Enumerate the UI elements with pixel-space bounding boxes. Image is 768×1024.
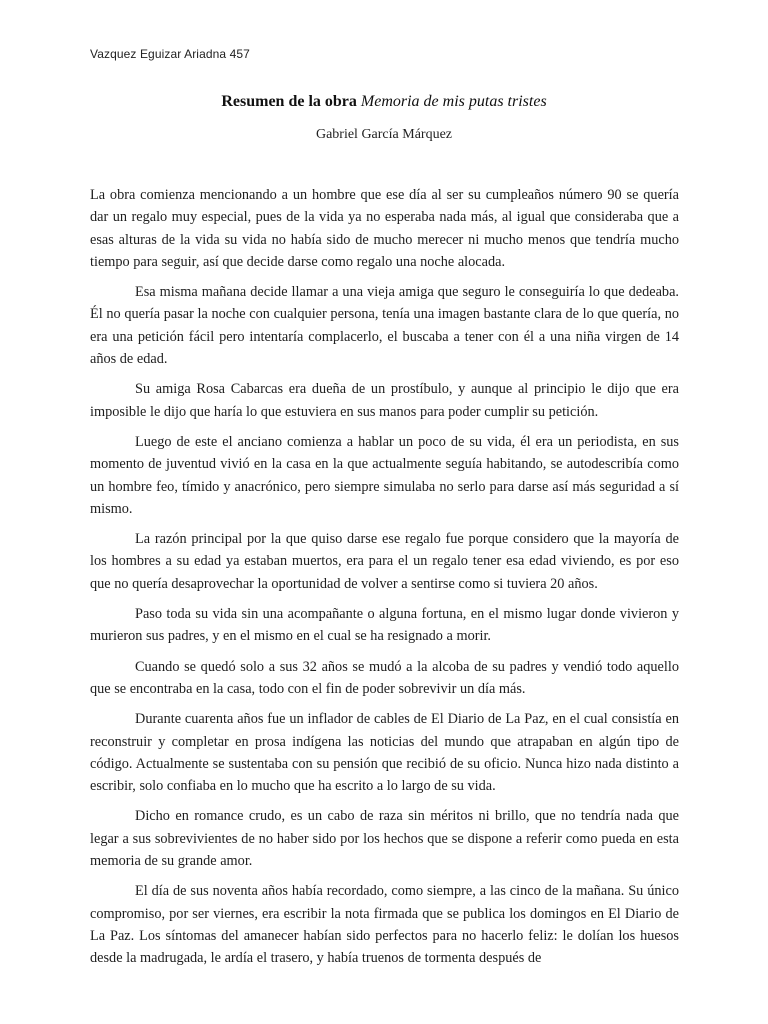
paragraph-6: Paso toda su vida sin una acompañante o alguna fortuna, en el mismo lugar donde vivieron y murieron sus padres, y en el mismo en el cual se ha resignado a morir. [90,606,679,645]
summary-body [90,184,679,978]
book-title: Memoria de mis putas tristes [360,93,547,110]
paragraph-9: Dicho en romance crudo, es un cabo de raza sin méritos ni brillo, que no tendría nada que legar a sus sobrevivientes de no haber sido por los hechos que se dispone a referir como pueda en esta memoria de su grande amor. [90,808,679,870]
paragraph-5: La razón principal por la que quiso darse ese regalo fue porque considero que la mayoría de los hombres a su edad ya estaban muertos, era para el un regalo tener esa edad viviendo, es por eso que no quería desaprovechar la oportunidad de volver a sentirse como si tuviera 20 años. [90,531,679,592]
paragraph-10: El día de sus noventa años había recordado, como siempre, a las cinco de la mañana. Su único compromiso, por ser viernes, era escribir la nota firmada que se publica los domingos en El Diario de La Paz. Los síntomas del amanecer habían sido perfectos para no hacerlo feliz: le dolían los huesos desde la madrugada, le ardía el trasero, y había truenos de tormenta después de [90,883,679,967]
paragraph-3: Su amiga Rosa Cabarcas era dueña de un prostíbulo, y aunque al principio le dijo que era imposible le dijo que haría lo que estuviera en sus manos para poder cumplir su petición. [90,381,679,420]
student-name-line: Vazquez Eguizar Ariadna 457 [90,47,250,61]
paragraph-2: Esa misma mañana decide llamar a una vieja amiga que seguro le conseguiría lo que dedeaba. Él no quería pasar la noche con cualquier persona, tenía una imagen bastante clara de lo que quería, no era una petición fácil pero intentaría complacerlo, el buscaba a tener con él a una niña virgen de 14 años de edad. [90,284,679,368]
paragraph-4: Luego de este el anciano comienza a hablar un poco de su vida, él era un periodista, en sus momento de juventud vivió en la casa en la que actualmente seguía habitando, se autodescribía como un hombre feo, tímido y anacrónico, pero siempre simulaba no serlo para darse así más seguridad a sí mismo. [90,433,679,517]
title-prefix: Resumen de la obra [221,93,357,110]
document-title [0,93,768,111]
author-name: Gabriel García Márquez [315,127,453,142]
paragraph-8: Durante cuarenta años fue un inflador de cables de El Diario de La Paz, en el cual consistía en reconstruir y completar en prosa indígena las noticias del mundo que atrapaban en algún tipo de código. Actualmente se sustentaba con su pensión que recibió de su oficio. Nunca hizo nada distinto a escribir, solo confiaba en lo mucho que ha escrito a lo largo de su vida. [90,711,679,795]
paragraph-7: Cuando se quedó solo a sus 32 años se mudó a la alcoba de su padres y vendió todo aquello que se encontraba en la casa, todo con el fin de poder sobrevivir un día más. [90,658,679,697]
paragraph-1: La obra comienza mencionando a un hombre que ese día al ser su cumpleaños número 90 se quería dar un regalo muy especial, pues de la vida ya no esperaba nada más, al igual que consideraba que a esas alturas de la vida su vida no había sido de mucho merecer ni mucho menos que tendría mucho tiempo para seguir, así que decide darse como regalo una noche alocada. [90,187,679,270]
